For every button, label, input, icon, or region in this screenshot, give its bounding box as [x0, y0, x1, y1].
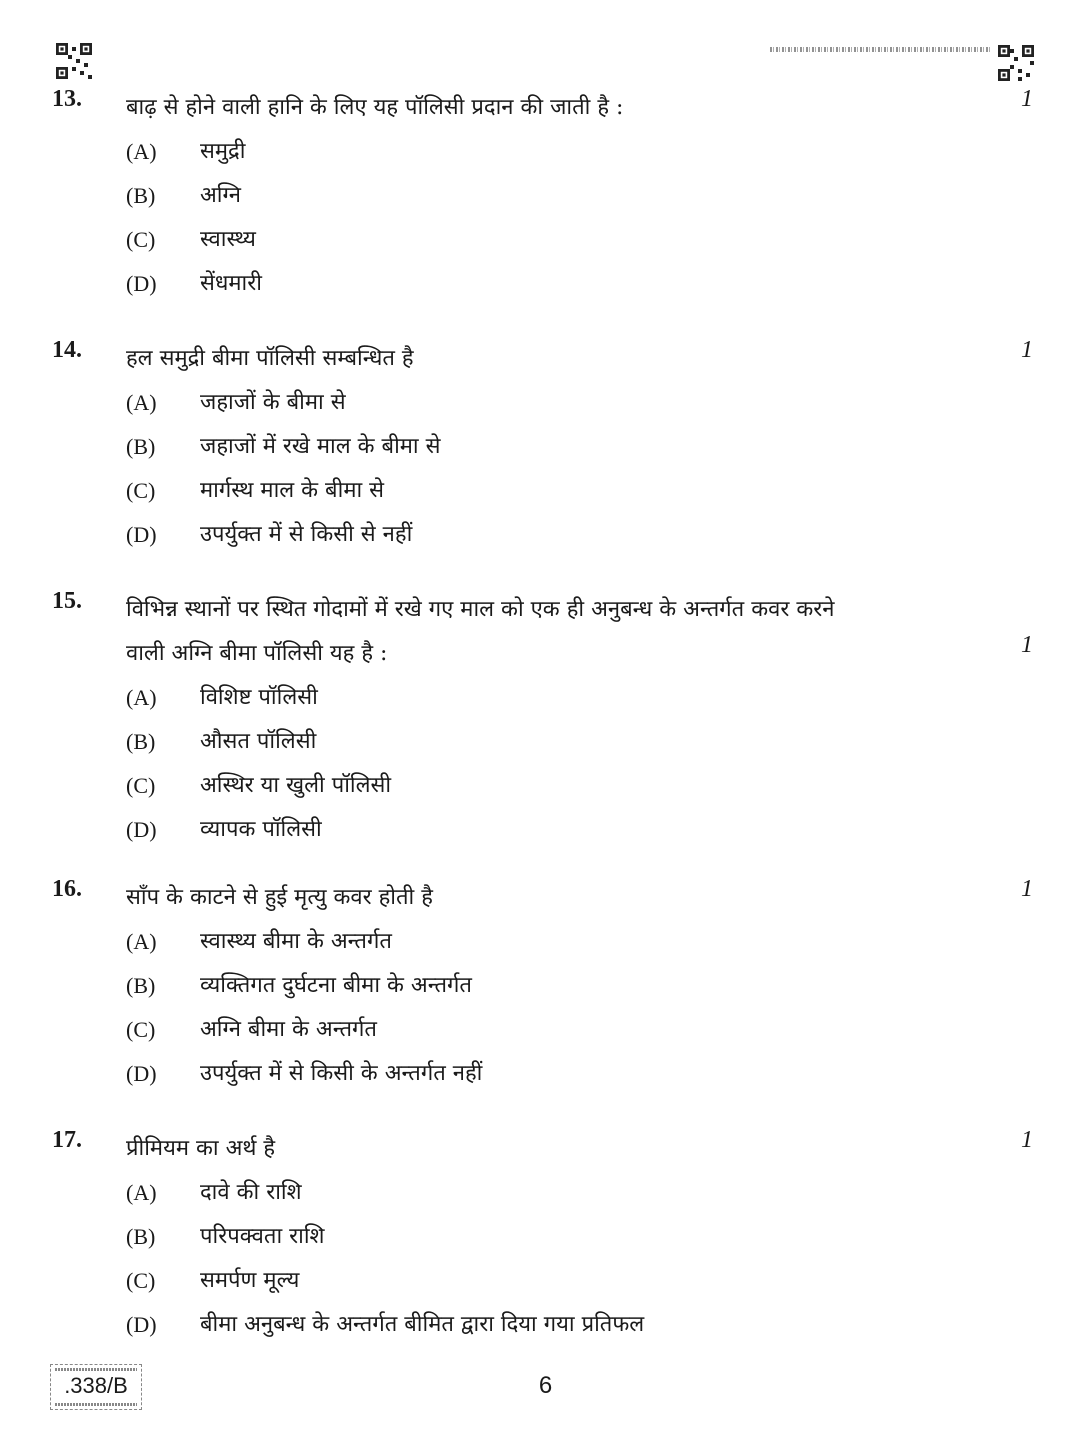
option-c	[0, 1008, 1091, 1052]
option-text: उपर्युक्त में से किसी से नहीं	[200, 522, 413, 547]
option-text: व्यक्तिगत दुर्घटना बीमा के अन्तर्गत	[200, 973, 472, 998]
option-text: अग्नि	[200, 183, 241, 208]
option-text: औसत पॉलिसी	[200, 729, 317, 754]
question-13	[0, 86, 1091, 306]
question-header	[0, 337, 1091, 381]
option-a	[0, 920, 1091, 964]
question-number: 14.	[52, 337, 82, 363]
option-label: (D)	[126, 817, 157, 842]
option-label: (A)	[126, 1180, 157, 1205]
option-label: (D)	[126, 1312, 157, 1337]
option-label: (A)	[126, 929, 157, 954]
option-text: मार्गस्थ माल के बीमा से	[200, 478, 385, 503]
option-d	[0, 1052, 1091, 1096]
option-label: (B)	[126, 729, 156, 754]
question-text: साँप के काटने से हुई मृत्यु कवर होती है	[126, 885, 433, 910]
option-d	[0, 808, 1091, 852]
security-stripe	[55, 1368, 137, 1371]
option-label: (C)	[126, 1017, 156, 1042]
question-text-line-2: वाली अग्नि बीमा पॉलिसी यह है :	[126, 641, 388, 666]
paper-code: .338/B	[64, 1373, 128, 1398]
option-a	[0, 676, 1091, 720]
option-label: (B)	[126, 973, 156, 998]
option-d	[0, 262, 1091, 306]
option-text: अग्नि बीमा के अन्तर्गत	[200, 1017, 377, 1042]
option-text: स्वास्थ्य बीमा के अन्तर्गत	[200, 929, 392, 954]
option-text: समुद्री	[200, 139, 246, 164]
option-label: (C)	[126, 478, 156, 503]
option-b	[0, 1215, 1091, 1259]
question-marks: 1	[1021, 1127, 1033, 1153]
option-text: दावे की राशि	[200, 1180, 302, 1205]
option-b	[0, 964, 1091, 1008]
option-d	[0, 1303, 1091, 1347]
question-text-line-1: विभिन्न स्थानों पर स्थित गोदामों में रखे गए माल को एक ही अनुबन्ध के अन्तर्गत कवर करने	[126, 597, 835, 622]
question-number: 13.	[52, 86, 82, 112]
question-header	[0, 1127, 1091, 1171]
question-header-continued	[0, 632, 1091, 676]
question-number: 17.	[52, 1127, 82, 1153]
option-label: (B)	[126, 434, 156, 459]
question-17	[0, 1127, 1091, 1347]
option-text: विशिष्ट पॉलिसी	[200, 685, 318, 710]
question-text: बाढ़ से होने वाली हानि के लिए यह पॉलिसी प्रदान की जाती है :	[126, 95, 624, 120]
option-label: (C)	[126, 773, 156, 798]
question-marks: 1	[1021, 86, 1033, 112]
option-text: जहाजों के बीमा से	[200, 390, 346, 415]
security-stripe	[55, 1403, 137, 1406]
option-text: सेंधमारी	[200, 271, 262, 296]
question-header	[0, 86, 1091, 130]
option-c	[0, 469, 1091, 513]
security-microtext	[770, 47, 992, 52]
option-label: (A)	[126, 139, 157, 164]
option-text: स्वास्थ्य	[200, 227, 256, 252]
option-label: (B)	[126, 183, 156, 208]
option-text: उपर्युक्त में से किसी के अन्तर्गत नहीं	[200, 1061, 483, 1086]
question-15	[0, 588, 1091, 852]
option-label: (C)	[126, 1268, 156, 1293]
option-c	[0, 1259, 1091, 1303]
option-text: व्यापक पॉलिसी	[200, 817, 322, 842]
option-label: (D)	[126, 271, 157, 296]
question-number: 16.	[52, 876, 82, 902]
option-text: परिपक्वता राशि	[200, 1224, 325, 1249]
question-marks: 1	[1021, 632, 1033, 658]
option-b	[0, 174, 1091, 218]
option-b	[0, 425, 1091, 469]
option-a	[0, 381, 1091, 425]
question-16	[0, 876, 1091, 1096]
option-text: बीमा अनुबन्ध के अन्तर्गत बीमित द्वारा दिया गया प्रतिफल	[200, 1312, 645, 1337]
option-a	[0, 1171, 1091, 1215]
option-b	[0, 720, 1091, 764]
option-label: (A)	[126, 390, 157, 415]
page-number: 6	[538, 1372, 553, 1399]
question-14	[0, 337, 1091, 557]
option-text: समर्पण मूल्य	[200, 1268, 300, 1293]
option-label: (C)	[126, 227, 156, 252]
question-text: प्रीमियम का अर्थ है	[126, 1136, 276, 1161]
question-number: 15.	[52, 588, 82, 614]
option-text: अस्थिर या खुली पॉलिसी	[200, 773, 392, 798]
option-a	[0, 130, 1091, 174]
question-marks: 1	[1021, 337, 1033, 363]
option-text: जहाजों में रखे माल के बीमा से	[200, 434, 441, 459]
option-c	[0, 764, 1091, 808]
option-label: (D)	[126, 1061, 157, 1086]
question-marks: 1	[1021, 876, 1033, 902]
option-label: (D)	[126, 522, 157, 547]
option-d	[0, 513, 1091, 557]
option-label: (A)	[126, 685, 157, 710]
question-text: हल समुद्री बीमा पॉलिसी सम्बन्धित है	[126, 346, 414, 371]
option-label: (B)	[126, 1224, 156, 1249]
option-c	[0, 218, 1091, 262]
question-header	[0, 588, 1091, 632]
qr-code-icon	[56, 43, 92, 79]
qr-code-icon	[998, 45, 1034, 81]
question-header	[0, 876, 1091, 920]
